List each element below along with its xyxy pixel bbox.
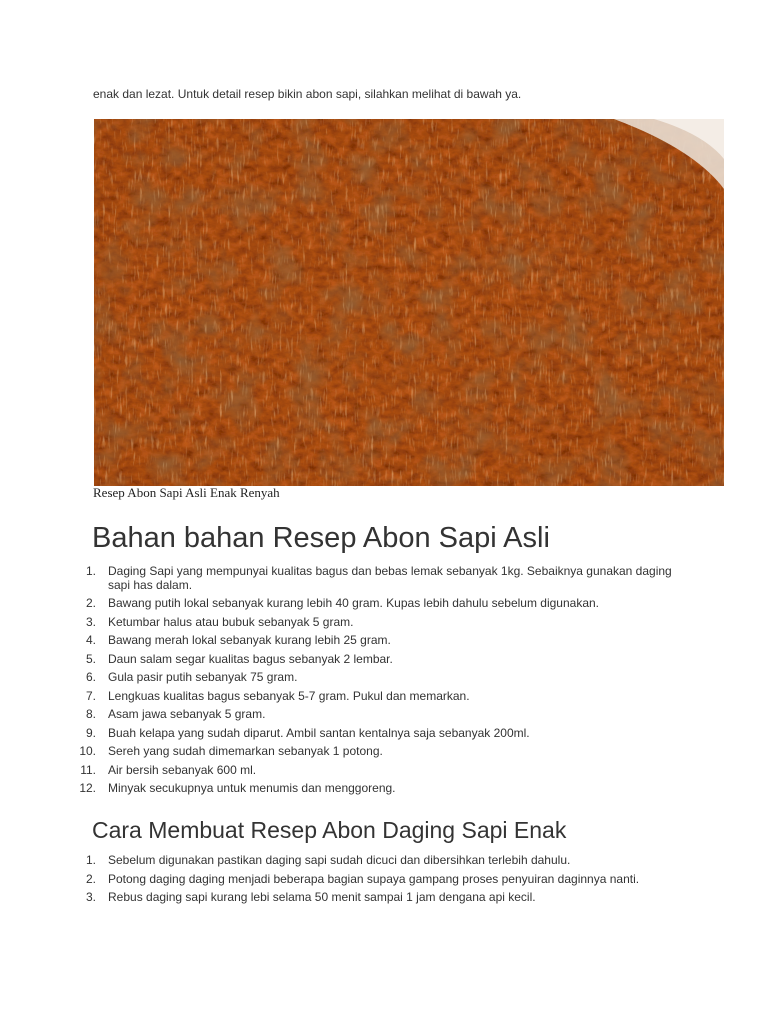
image-caption: Resep Abon Sapi Asli Enak Renyah [93,485,280,500]
list-text: Gula pasir putih sebanyak 75 gram. [108,670,298,684]
list-number: 10. [79,744,96,758]
abon-sapi-photo [94,119,724,486]
list-item [0,745,680,759]
list-item [0,653,680,667]
list-number: 11. [80,762,96,777]
intro-paragraph: enak dan lezat. Untuk detail resep bikin abon sapi, silahkan melihat di bawah ya. [93,87,522,101]
method-list [0,854,768,910]
list-text: Air bersih sebanyak 600 ml. [108,762,257,777]
list-item [0,764,680,778]
list-number: 1. [85,853,96,867]
list-item [0,671,680,685]
list-number: 12. [79,781,96,795]
list-item [0,782,680,796]
list-item [0,891,680,905]
list-text: Potong daging daging menjadi beberapa bagian supaya gampang proses penyuiran daginnya nanti. [108,871,640,886]
list-number: 5. [85,651,96,666]
list-item [0,597,680,611]
list-number: 6. [85,670,96,684]
list-text: Minyak secukupnya untuk menumis dan menggoreng. [108,781,396,795]
list-text: Sebelum digunakan pastikan daging sapi sudah dicuci dan dibersihkan terlebih dahulu. [108,853,571,867]
list-item [0,565,680,592]
list-number: 3. [85,614,96,629]
list-text: Ketumbar halus atau bubuk sebanyak 5 gram. [108,614,354,629]
list-number: 7. [85,688,96,703]
list-item [0,708,680,722]
list-text: Buah kelapa yang sudah diparut. Ambil santan kentalnya saja sebanyak 200ml. [108,725,530,740]
list-number: 3. [85,890,96,904]
ingredients-heading: Bahan bahan Resep Abon Sapi Asli [92,522,550,554]
list-text: Daun salam segar kualitas bagus sebanyak 2 lembar. [108,651,393,666]
list-item [0,873,680,887]
ingredients-list [0,565,768,801]
list-item [0,727,680,741]
list-text: Sereh yang sudah dimemarkan sebanyak 1 potong. [108,744,383,758]
list-number: 1. [85,564,96,578]
list-item [0,616,680,630]
list-item [0,854,680,868]
list-item [0,634,680,648]
list-text: Bawang merah lokal sebanyak kurang lebih 25 gram. [108,633,391,647]
list-number: 9. [85,725,96,740]
list-text: Daging Sapi yang mempunyai kualitas bagus dan bebas lemak sebanyak 1kg. Sebaiknya gunakan daging sapi has dalam. [108,564,672,592]
list-number: 8. [85,707,96,721]
list-item [0,690,680,704]
list-number: 2. [85,596,96,610]
list-text: Asam jawa sebanyak 5 gram. [108,707,266,721]
list-text: Rebus daging sapi kurang lebi selama 50 menit sampai 1 jam dengana api kecil. [108,890,536,904]
method-heading: Cara Membuat Resep Abon Daging Sapi Enak [92,817,567,843]
list-number: 4. [85,633,96,647]
list-text: Lengkuas kualitas bagus sebanyak 5-7 gram. Pukul dan memarkan. [108,688,470,703]
list-text: Bawang putih lokal sebanyak kurang lebih 40 gram. Kupas lebih dahulu sebelum digunakan. [108,596,599,610]
list-number: 2. [85,871,96,886]
